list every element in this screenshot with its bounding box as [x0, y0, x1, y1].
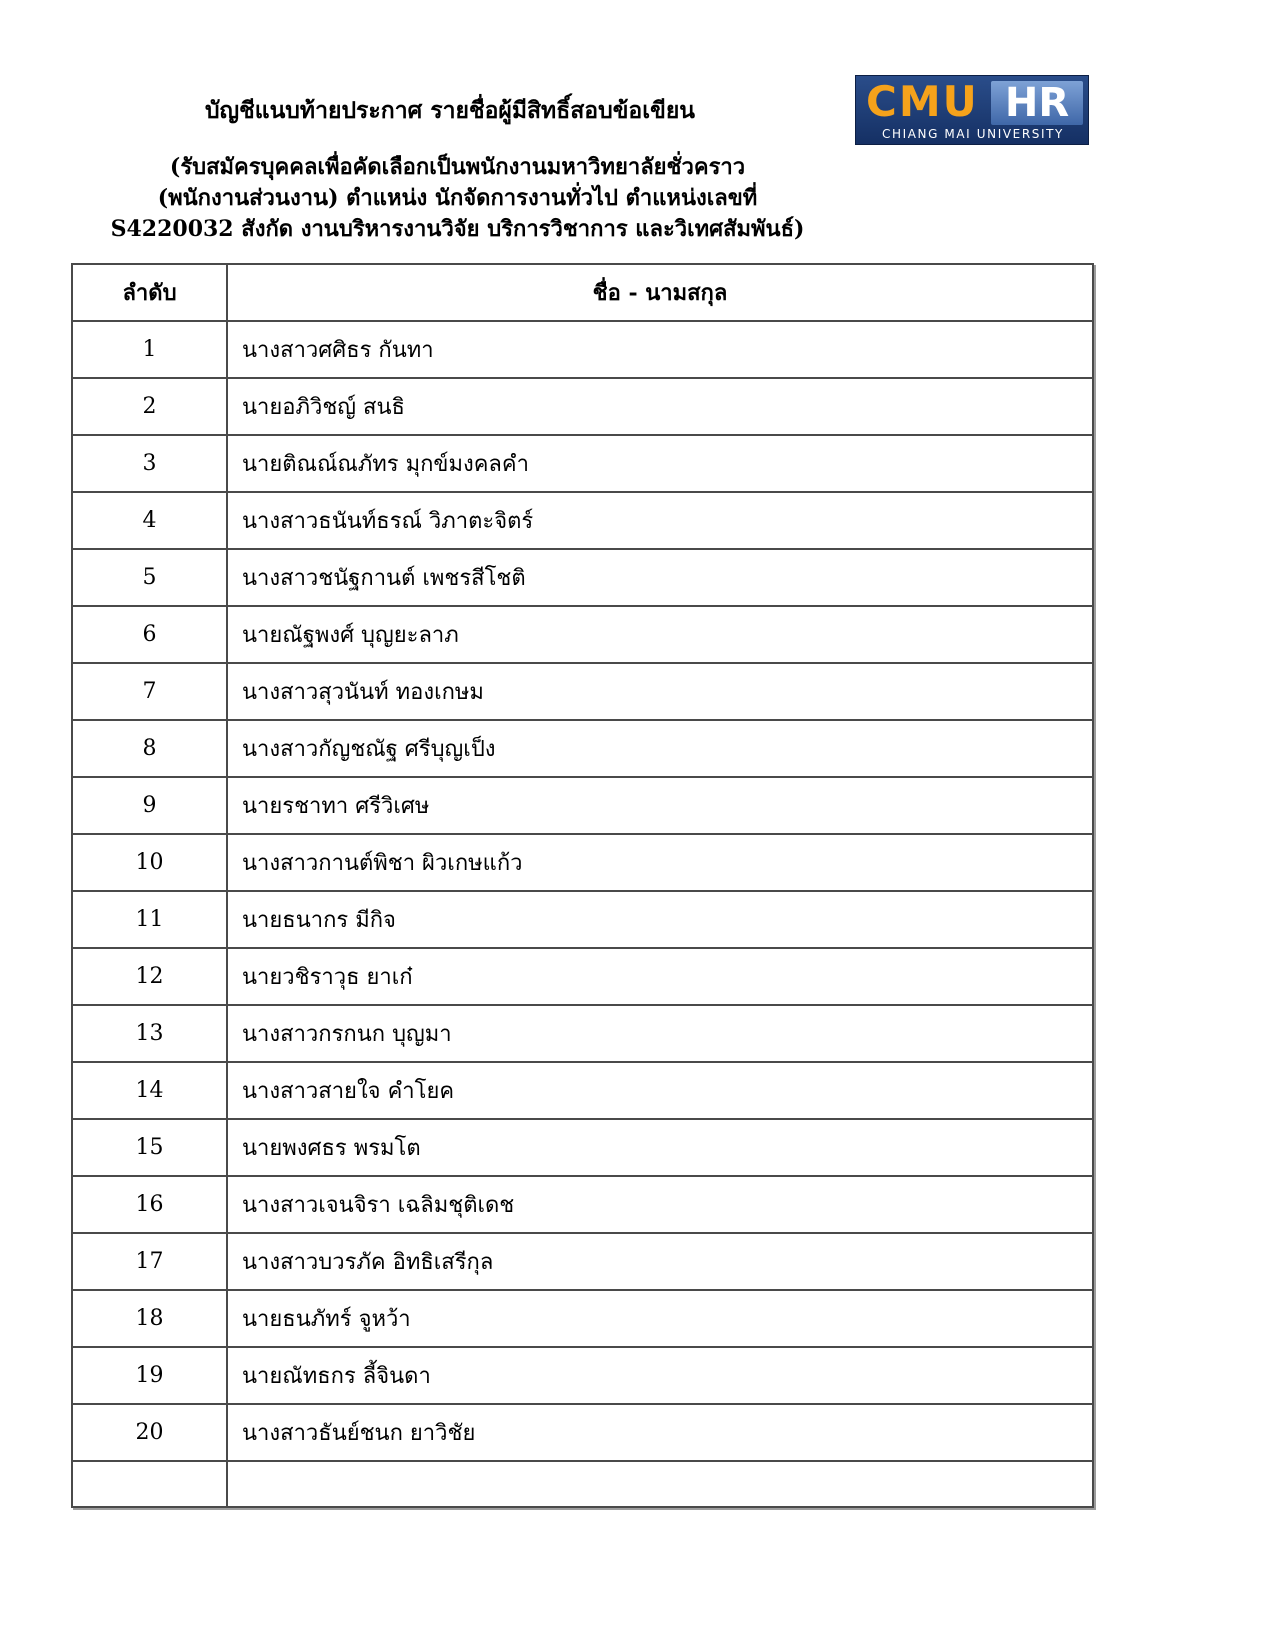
logo-cmu-text: CMU — [866, 77, 979, 126]
table-row — [72, 720, 1093, 777]
table-row — [72, 777, 1093, 834]
table-row — [72, 549, 1093, 606]
row-name: นางสาวสุวนันท์ ทองเกษม — [227, 663, 1093, 720]
table-row — [72, 834, 1093, 891]
row-number: 19 — [72, 1347, 227, 1404]
table-row — [72, 1062, 1093, 1119]
table-row — [72, 492, 1093, 549]
row-name: นางสาวธนันท์ธรณ์ วิภาตะจิตร์ — [227, 492, 1093, 549]
row-number: 10 — [72, 834, 227, 891]
row-name: นางสาวสายใจ คำโยค — [227, 1062, 1093, 1119]
table-empty-row — [72, 1461, 1093, 1507]
row-number: 11 — [72, 891, 227, 948]
row-number: 20 — [72, 1404, 227, 1461]
row-number: 6 — [72, 606, 227, 663]
row-name: นายธนภัทร์ จูหว้า — [227, 1290, 1093, 1347]
row-number: 1 — [72, 321, 227, 378]
empty-cell — [72, 1461, 227, 1507]
table-row — [72, 321, 1093, 378]
row-name: นายอภิวิชญ์ สนธิ — [227, 378, 1093, 435]
row-name: นางสาวกรกนก บุญมา — [227, 1005, 1093, 1062]
row-name: นางสาวกานต์พิชา ผิวเกษแก้ว — [227, 834, 1093, 891]
table-body — [72, 321, 1093, 1507]
table-row — [72, 378, 1093, 435]
logo-tagline: CHIANG MAI UNIVERSITY — [881, 127, 1064, 141]
table-row — [72, 1233, 1093, 1290]
table-row — [72, 663, 1093, 720]
row-number: 4 — [72, 492, 227, 549]
row-name: นายติณณ์ณภัทร มุกข์มงคลคำ — [227, 435, 1093, 492]
row-name: นางสาวบวรภัค อิทธิเสรีกุล — [227, 1233, 1093, 1290]
page-subtitle — [60, 152, 855, 245]
row-name: นางสาวธันย์ชนก ยาวิชัย — [227, 1404, 1093, 1461]
header-number: ลำดับ — [72, 264, 227, 321]
subtitle-line: (พนักงานส่วนงาน) ตำแหน่ง นักจัดการงานทั่วไป ตำแหน่งเลขที่ — [157, 185, 758, 211]
row-name: นางสาวกัญชณัฐ ศรีบุญเป็ง — [227, 720, 1093, 777]
table-row — [72, 891, 1093, 948]
row-name: นายณัฐพงศ์ บุญยะลาภ — [227, 606, 1093, 663]
row-number: 15 — [72, 1119, 227, 1176]
row-name: นายวชิราวุธ ยาเก๋ — [227, 948, 1093, 1005]
candidate-table — [71, 263, 1094, 1508]
row-name: นางสาวชนัฐกานต์ เพชรสีโชติ — [227, 549, 1093, 606]
row-number: 14 — [72, 1062, 227, 1119]
row-number: 13 — [72, 1005, 227, 1062]
row-number: 7 — [72, 663, 227, 720]
row-number: 12 — [72, 948, 227, 1005]
table-row — [72, 1290, 1093, 1347]
row-number: 2 — [72, 378, 227, 435]
table-row — [72, 1119, 1093, 1176]
table-row — [72, 1176, 1093, 1233]
subtitle-line: (รับสมัครบุคคลเพื่อคัดเลือกเป็นพนักงานมหาวิทยาลัยชั่วคราว — [169, 154, 746, 180]
table-row — [72, 1005, 1093, 1062]
row-name: นางสาวเจนจิรา เฉลิมชุติเดช — [227, 1176, 1093, 1233]
row-number: 9 — [72, 777, 227, 834]
logo-hr-badge — [991, 81, 1083, 125]
header-name: ชื่อ - นามสกุล — [227, 264, 1093, 321]
page-title: บัญชีแนบท้ายประกาศ รายชื่อผู้มีสิทธิ์สอบข้อเขียน — [204, 97, 696, 124]
row-name: นายรชาทา ศรีวิเศษ — [227, 777, 1093, 834]
row-number: 5 — [72, 549, 227, 606]
row-name: นายณัทธกร ลี้จินดา — [227, 1347, 1093, 1404]
table-row — [72, 435, 1093, 492]
row-name: นายธนากร มีกิจ — [227, 891, 1093, 948]
subtitle-line: S4220032 สังกัด งานบริหารงานวิจัย บริการวิชาการ และวิเทศสัมพันธ์) — [110, 216, 805, 242]
empty-cell — [227, 1461, 1093, 1507]
table-header-row — [72, 264, 1093, 321]
row-number: 16 — [72, 1176, 227, 1233]
row-name: นายพงศธร พรมโต — [227, 1119, 1093, 1176]
table-row — [72, 1404, 1093, 1461]
row-name: นางสาวศศิธร กันทา — [227, 321, 1093, 378]
table-row — [72, 948, 1093, 1005]
row-number: 17 — [72, 1233, 227, 1290]
table-row — [72, 1347, 1093, 1404]
row-number: 3 — [72, 435, 227, 492]
row-number: 18 — [72, 1290, 227, 1347]
logo-hr-text: HR — [1004, 80, 1070, 126]
row-number: 8 — [72, 720, 227, 777]
table-row — [72, 606, 1093, 663]
cmu-hr-logo — [855, 75, 1089, 145]
